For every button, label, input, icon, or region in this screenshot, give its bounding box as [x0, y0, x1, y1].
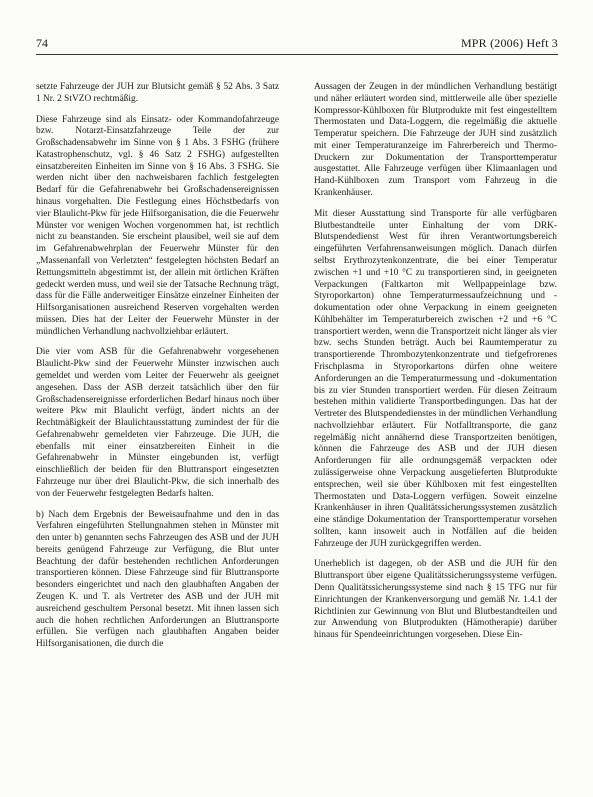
paragraph: Mit dieser Ausstattung sind Transporte für alle verfügbaren Blutbestandteile unter Einhaltung der vom DRK-Blutspendedienst West für ihren Verantwortungsbereich eingeführten Verfahrensanweisungen möglich. Danach dürfen selbst Erythrozytenkonzentrate, die bei einer Temperatur zwischen +1 und +10 °C zu transportieren sind, in geeigneten Verpackungen (Faltkarton mit Wellpappeinlage bzw. Styroporkarton) ohne Temperaturmessaufzeichnung und -dokumentation oder ohne Verpackung in einem geeigneten Kühlbehälter im Temperaturbereich zwischen +2 und +6 °C transportiert werden, wenn die Transportzeit nicht länger als vier bzw. sechs Stunden beträgt. Auch bei Raumtemperatur zu transportierende Thrombozytenkonzentrate und tiefgefrorenes Frischplasma in Styroporkartons dürfen ohne weitere Anforderungen an die Temperaturmessung und -dokumentation bis zu vier Stunden transportiert werden. Für diesen Zeitraum bestehen mithin validierte Transportbedingungen. Das hat der Vertreter des Blutspendedienstes in der mündlichen Verhandlung nachvollziehbar erläutert. Für Notfalltransporte, die ganz regelmäßig nicht annähernd diese Transportzeiten benötigen, können die Fahrzeuge des ASB und der JUH diesen Anforderungen für alle ordnungsgemäß verpackten oder zulässigerweise ohne Verpackung ausgelieferten Blutprodukte entsprechen, weil sie über Kühlboxen mit fest eingestellten Thermostaten und Data-Loggern verfügen. Soweit einzelne Krankenhäuser in ihren Qualitätssicherungssystemen zusätzlich eine ständige Dokumentation der Transporttemperatur vorsehen sollten, kann insoweit auch in Notfällen auf die beiden Fahrzeuge der JUH zurückgegriffen werden. — [314, 208, 557, 549]
paragraph: Aussagen der Zeugen in der mündlichen Verhandlung bestätigt und näher erläutert worden sind, mittlerweile alle über spezielle Kompressor-Kühlboxen für Blutprodukte mit fest eingestelltem Thermostaten und Data-Loggern, die regelmäßig die aktuelle Temperatur speichern. Die Fahrzeuge der JUH sind zusätzlich mit einer Temperaturanzeige im Fahrerbereich und Thermo-Druckern zur Dokumentation der Transporttemperatur ausgestattet. Alle Fahrzeuge verfügen über Klimaanlagen und Hand-Kühlboxen zum Transport vom Fahrzeug in die Krankenhäuser. — [314, 82, 557, 199]
left-column — [36, 82, 279, 660]
page-number: 74 — [36, 36, 48, 50]
right-column — [314, 82, 557, 651]
paragraph: setzte Fahrzeuge der JUH zur Blutsicht gemäß § 52 Abs. 3 Satz 1 Nr. 2 StVZO rechtmäßig. — [36, 82, 279, 104]
paragraph: Unerheblich ist dagegen, ob der ASB und die JUH für den Bluttransport über eigene Qualitätssicherungssysteme verfügen. Denn Qualitätssicherungssysteme sind nach § 15 TFG nur für Einrichtungen der Krankenversorgung und gemäß Nr. 1.4.1 der Richtlinien zur Gewinnung von Blut und Blutbestandteilen und zur Anwendung von Blutprodukten (Hämotherapie) darüber hinaus für Spendeeinrichtungen vorgesehen. Diese Ein- — [314, 559, 557, 641]
running-head: MPR (2006) Heft 3 — [460, 36, 558, 50]
paragraph: Die vier vom ASB für die Gefahrenabwehr vorgesehenen Blaulicht-Pkw sind der Feuerwehr Münster inzwischen auch gemeldet und werden vom Leiter der Feuerwehr als geeignet angesehen. Dass der ASB derzeit tatsächlich über den für Großschadensereignisse erforderlichen Bedarf hinaus noch über weitere Pkw mit Blaulicht verfügt, ändert nichts an der Rechtmäßigkeit der Blaulichtausstattung zumindest der für die Gefahrenabwehr gemeldeten vier Fahrzeuge. Die JUH, die ebenfalls mit einer einsatzbereiten Einheit in die Gefahrenabwehr in Münster eingebunden ist, verfügt einschließlich der beiden für den Bluttransport eingesetzten Fahrzeuge nur über drei Blaulicht-Pkw, die sich innerhalb des von der Feuerwehr festgelegten Bedarfs halten. — [36, 347, 279, 499]
header-rule — [36, 54, 558, 55]
paragraph: Diese Fahrzeuge sind als Einsatz- oder Kommandofahrzeuge bzw. Notarzt-Einsatzfahrzeuge Teile der zur Großschadensabwehr im Sinne von § 1 Abs. 3 FSHG (frühere Katastrophenschutz, vgl. § 46 Satz 2 FSHG) aufgestellten einsatzbereiten Einheiten im Sinne von § 16 Abs. 3 FSHG. Sie werden nicht über den nachweisbaren fachlich festgelegten Bedarf für die Gefahrenabwehr bei Großschadensereignissen hinaus vorgehalten. Die Festlegung eines Höchstbedarfs von vier Blaulicht-Pkw für jede Hilfsorganisation, die die Feuerwehr Münster vor wenigen Wochen vorgenommen hat, ist rechtlich nicht zu beanstanden. Sie erscheint plausibel, weil sie auf dem im Gefahrenabwehrplan der Feuerwehr Münster für den „Massenanfall von Verletzten“ festgelegten höchsten Bedarf an Rettungsmitteln abgestimmt ist, der allein mit örtlichen Kräften gedeckt werden muss, und weil sie der Tatsache Rechnung trägt, dass für die Fälle anderweitiger Einsätze einzelner Einheiten der Hilfsorganisationen ausreichend Reserven vorgehalten werden müssen. Dies hat der Leiter der Feuerwehr Münster in der mündlichen Verhandlung nachvollziehbar erläutert. — [36, 114, 279, 337]
paragraph: b) Nach dem Ergebnis der Beweisaufnahme und den in das Verfahren eingeführten Stellungnahmen stehen in Münster mit den unter b) genannten sechs Fahrzeugen des ASB und der JUH bereits genügend Fahrzeuge zur Verfügung, die Blut unter Beachtung der dafür bestehenden rechtlichen Anforderungen transportieren können. Diese Fahrzeuge sind für Bluttransporte besonders eingerichtet und nach den glaubhaften Angaben der Zeugen K. und T. als Vertreter des ASB und der JUH mit ausreichend geschultem Personal besetzt. Mit ihnen lassen sich auch die hohen rechtlichen Anforderungen an Bluttransporte erfüllen. Sie verfügen nach glaubhaften Angaben beider Hilfsorganisationen, die durch die — [36, 509, 279, 650]
